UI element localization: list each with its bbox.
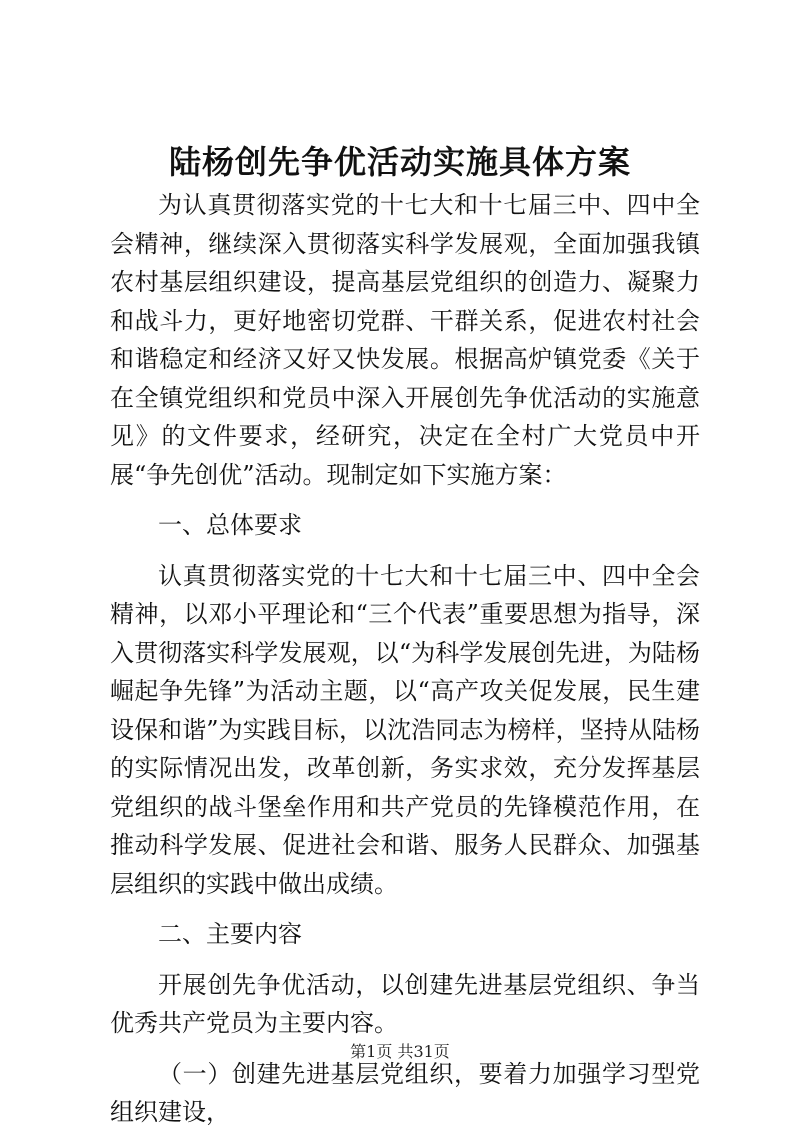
paragraph-main-content: 开展创先争优活动，以创建先进基层党组织、争当优秀共产党员为主要内容。 (110, 970, 700, 1037)
section-heading-main-content: 二、主要内容 (158, 920, 302, 948)
paragraph-intro: 为认真贯彻落实党的十七大和十七届三中、四中全会精神，继续深入贯彻落实科学发展观，全面加强我镇农村基层组织建设，提高基层党组织的创造力、凝聚力和战斗力，更好地密切党群、干群关系，促进农村社会和谐稳定和经济又好又快发展。根据高炉镇党委《关于在全镇党组织和党员中深入开展创先争优活动的实施意见》的文件要求，经研究，决定在全村广大党员中开展“争先创优”活动。现制定如下实施方案： (110, 191, 700, 489)
document-title: 陆杨创先争优活动实施具体方案 (168, 143, 631, 181)
page-number: 第1页 共31页 (350, 1042, 450, 1061)
paragraph-general-requirements: 认真贯彻落实党的十七大和十七届三中、四中全会精神，以邓小平理论和“三个代表”重要思想为指导，深入贯彻落实科学发展观，以“为科学发展创先进，为陆杨崛起争先锋”为活动主题，以“高产攻关促发展，民生建设保和谐”为实践目标，以沈浩同志为榜样，坚持从陆杨的实际情况出发，改革创新，务实求效，充分发挥基层党组织的战斗堡垒作用和共产党员的先锋模范作用，在推动科学发展、促进社会和谐、服务人民群众、加强基层组织的实践中做出成绩。 (110, 561, 700, 898)
document-body (110, 186, 700, 1132)
paragraph-subsection-1: （一）创建先进基层党组织，要着力加强学习型党组织建设， (110, 1059, 700, 1126)
section-heading-general-requirements: 一、总体要求 (158, 511, 302, 539)
